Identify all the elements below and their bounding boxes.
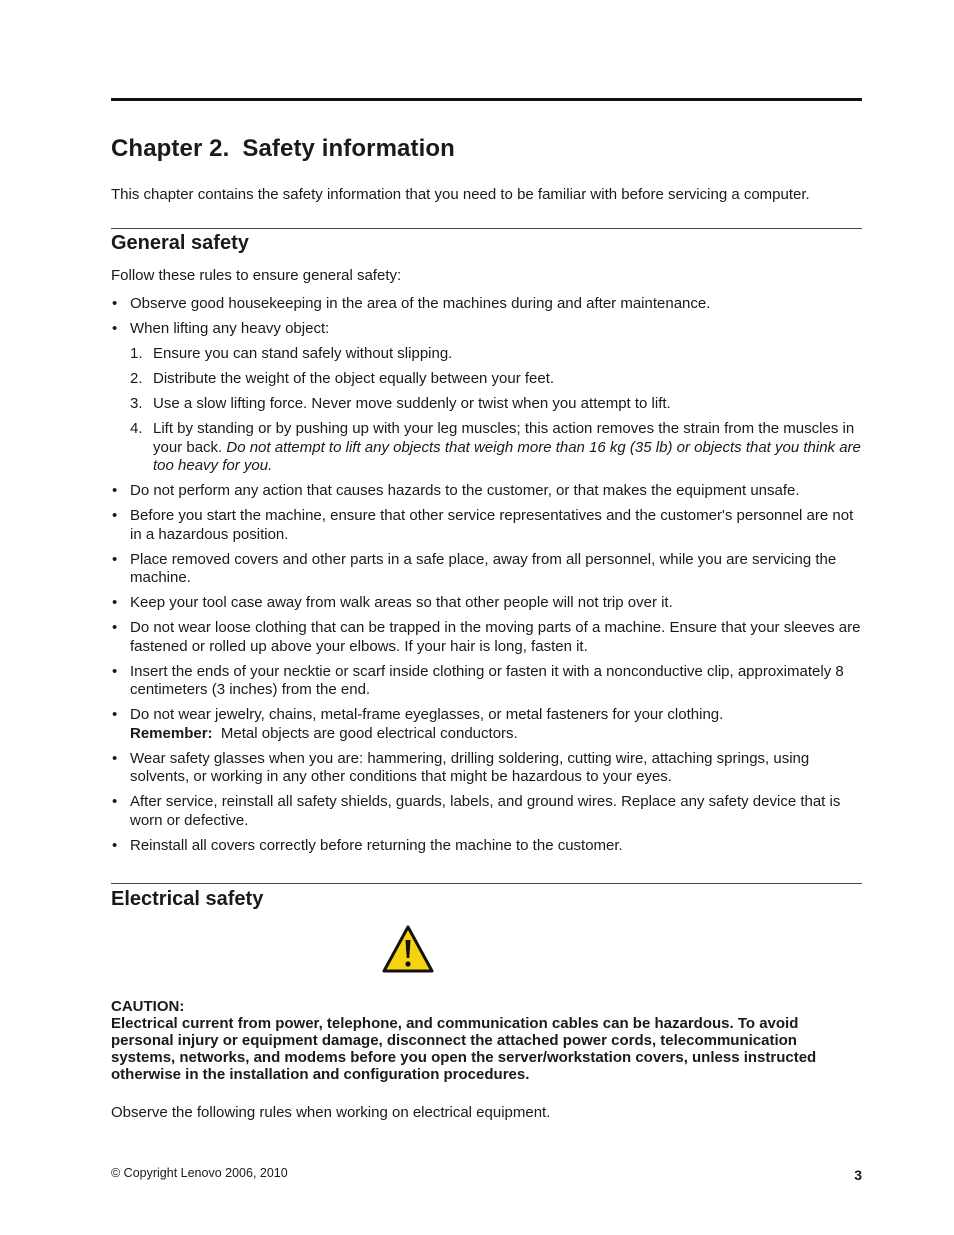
chapter-intro: This chapter contains the safety information that you need to be familiar with before servicing a computer. [111,186,810,203]
list-item: • Insert the ends of your necktie or scarf inside clothing or fasten it with a nonconductive clip, approximately 8 centimeters (3 inches) from the end. [111,663,862,700]
caution-text: Electrical current from power, telephone, and communication cables can be hazardous. To avoid personal injury or equipment damage, disconnect the attached power cords, telecommunication systems, networks, and modems before you open the server/workstation covers, unless instructed otherwise in the installation and configuration procedures. [111,1015,817,1083]
list-item: • Wear safety glasses when you are: hammering, drilling soldering, cutting wire, attaching springs, using solvents, or working in any other conditions that might be hazardous to your eyes. [111,750,862,787]
chapter-rule [111,98,862,101]
list-item: • Observe good housekeeping in the area of the machines during and after maintenance. [111,295,862,314]
list-item: • Reinstall all covers correctly before returning the machine to the customer. [111,837,862,856]
list-item: • Do not perform any action that causes hazards to the customer, or that makes the equipment unsafe. [111,482,862,501]
weight-warning: Do not attempt to lift any objects that weigh more than 16 kg (35 lb) or objects that you think are too heavy for you. [153,438,861,474]
list-item: • Keep your tool case away from walk areas so that other people will not trip over it. [111,594,862,613]
step-item: 2. Distribute the weight of the object equally between your feet. [130,370,555,387]
remember-label: Remember: [130,724,213,742]
electrical-closing: Observe the following rules when working on electrical equipment. [111,1104,551,1121]
page-number: 3 [854,1167,862,1183]
general-safety-rules [111,295,862,862]
list-item: • When lifting any heavy object: 1. Ensure you can stand safely without slipping. 2. Distribute the weight of the object equally between your feet. 3. Use a slow lifting force. Never move suddenly or twist when you attempt to lift. 4. Lift by standing or by pushing up with your leg muscles; this action removes the strain from the muscles in your back. Do not attempt to lift any objects that weigh more than 16 kg (35 lb) or objects that you think are too heavy for you. [111,320,862,476]
general-safety-rule [111,228,862,229]
electrical-safety-rule [111,883,862,884]
list-item: • Do not wear jewelry, chains, metal-frame eyeglasses, or metal fasteners for your clothing. Remember: Metal objects are good electrical conductors. [111,706,862,743]
step-item: 3. Use a slow lifting force. Never move suddenly or twist when you attempt to lift. [130,395,671,412]
electrical-safety-heading: Electrical safety [111,888,264,910]
footer-copyright: © Copyright Lenovo 2006, 2010 [111,1166,288,1180]
caution-label: CAUTION: [111,998,185,1015]
list-item: • Before you start the machine, ensure that other service representatives and the customer's personnel are not in a hazardous position. [111,507,862,544]
list-item: • Place removed covers and other parts in a safe place, away from all personnel, while you are servicing the machine. [111,551,862,588]
general-safety-lead: Follow these rules to ensure general safety: [111,267,402,284]
list-item: • Do not wear loose clothing that can be trapped in the moving parts of a machine. Ensure that your sleeves are fastened or rolled up above your elbows. If your hair is long, fasten it. [111,619,862,656]
remember-note: Remember: Metal objects are good electrical conductors. [130,724,518,742]
list-item: • After service, reinstall all safety shields, guards, labels, and ground wires. Replace any safety device that is worn or defective. [111,793,862,830]
caution-notice [111,998,862,1083]
step-item: 1. Ensure you can stand safely without slipping. [130,345,453,362]
general-safety-heading: General safety [111,232,249,254]
chapter-title-text: Safety information [242,135,455,162]
chapter-number: Chapter 2. [111,135,230,162]
chapter-title [111,135,455,163]
lifting-steps [130,345,862,476]
step-item: 4. Lift by standing or by pushing up with your leg muscles; this action removes the strain from the muscles in your back. Do not attempt to lift any objects that weigh more than 16 kg (35 lb) or objects that you think are too heavy for you. [130,420,861,474]
warning-triangle-icon [382,925,434,973]
